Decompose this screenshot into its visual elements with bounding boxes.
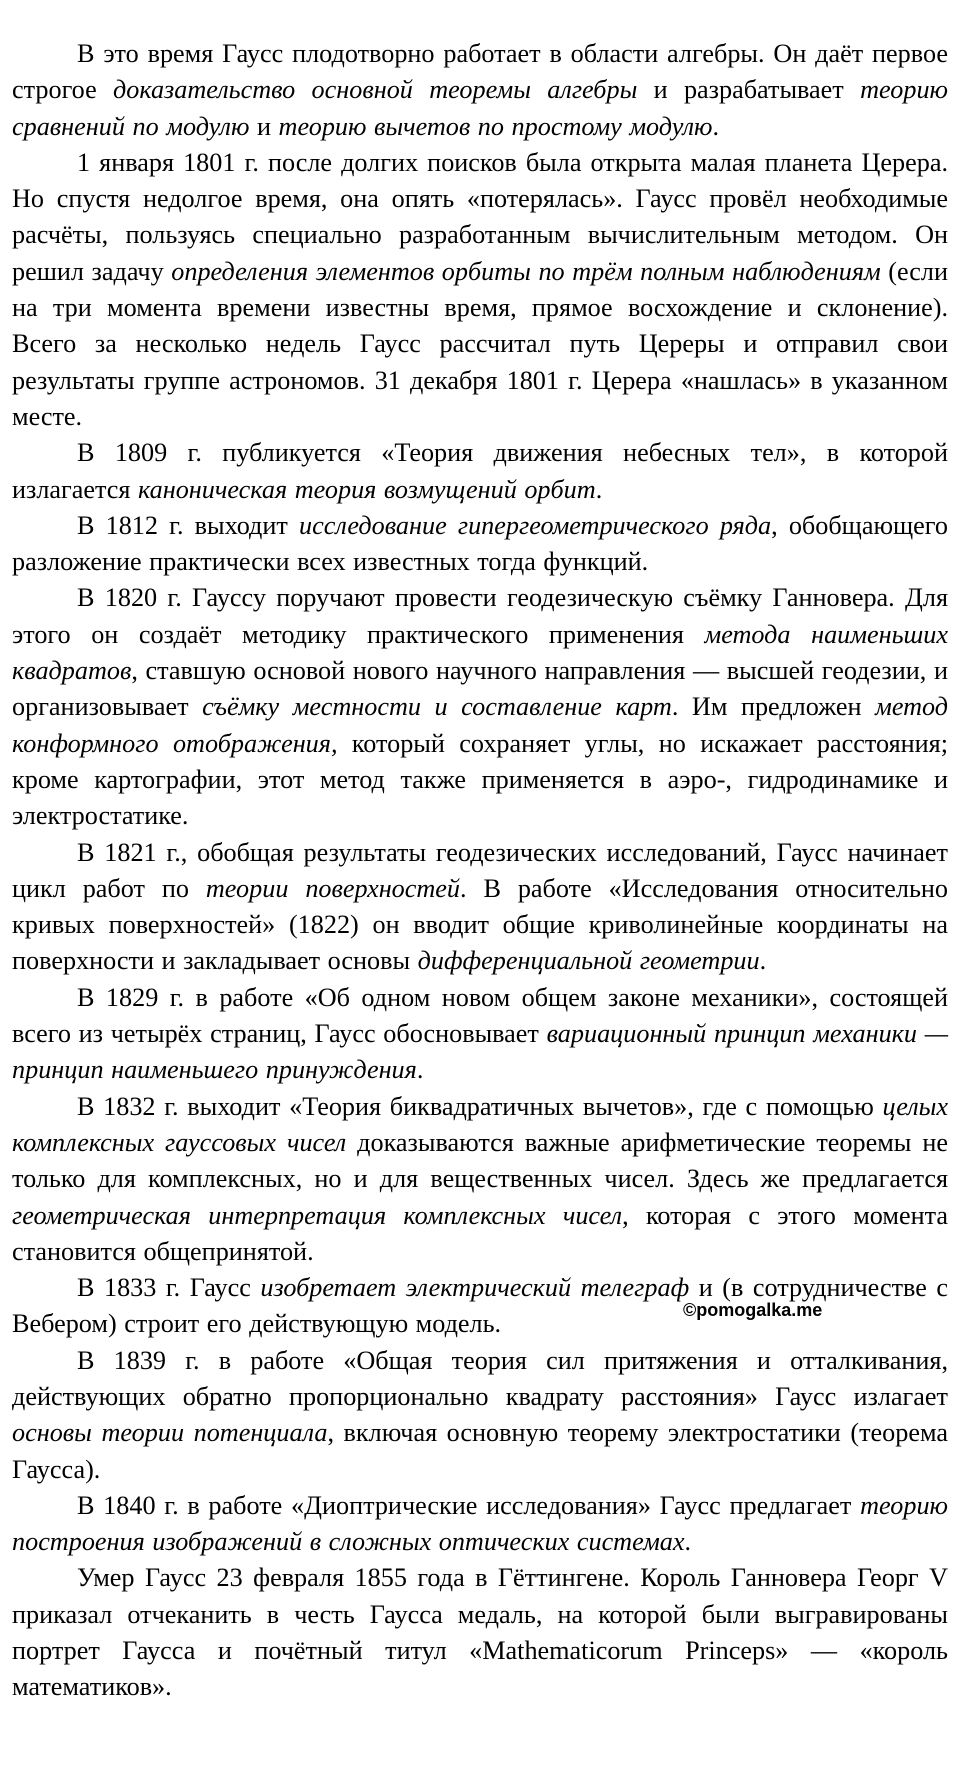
emphasized-term: каноническая теория возмущений орбит <box>138 474 596 504</box>
text-run: . В работе «Исследования относительно кривых поверхностей» (1822) он вводит общие криволинейные координаты на поверхности и закладывает основы <box>12 873 948 976</box>
text-run: доказываются важные арифметические теоремы не только для комплексных, но и для вещественных чисел. Здесь же предлагается <box>12 1127 948 1194</box>
text-run: , включая основную теорему электростатики (теорема Гаусса). <box>12 1418 948 1484</box>
text-run: В 1821 г., обобщая результаты геодезических исследований, Гаусс начинает цикл работ по <box>12 837 948 903</box>
text-run: В 1832 г. выходит «Теория биквадратичных вычетов», где с помощью <box>77 1091 883 1121</box>
text-run: . <box>595 474 603 504</box>
text-run: , которая с этого момента становится общепринятой. <box>12 1200 948 1266</box>
text-run: и <box>249 111 279 141</box>
text-run: В 1820 г. Гауссу поручают провести геодезическую съёмку Ганновера. Для этого он создаёт методику практического применения <box>12 583 948 649</box>
text-run: В 1809 г. публикуется «Теория движения небесных тел», в которой излагается <box>12 438 948 504</box>
emphasized-term: дифференциальной геометрии <box>417 946 760 976</box>
paragraph-1821 <box>12 835 948 980</box>
emphasized-term: определения элементов орбиты по трём полным наблюдениям <box>171 256 881 286</box>
text-run: 1 января 1801 г. после долгих поисков была открыта малая планета Церера. Но спустя недолгое время, она опять «потерялась». Гаусс провёл необходимые расчёты, пользуясь специально разработанным вычислительным методом. Он решил задачу <box>12 147 948 286</box>
paragraph-algebra <box>12 36 948 145</box>
emphasized-term: теорию вычетов по простому модулю <box>278 111 713 141</box>
emphasized-term: доказательство основной теоремы алгебры <box>113 75 638 105</box>
text-run: . Им предложен <box>671 692 876 722</box>
text-run: В 1840 г. в работе «Диоптрические исследования» Гаусс предлагает <box>77 1490 861 1520</box>
paragraph-ceres <box>12 145 948 435</box>
text-run: В 1812 г. выходит <box>77 510 299 540</box>
emphasized-term: изобретает электрический телеграф <box>260 1273 690 1303</box>
text-run: В 1829 г. в работе «Об одном новом общем законе механики», состоящей всего из четырёх страниц, Гаусс обосновывает <box>12 982 948 1049</box>
text-run: . <box>684 1527 692 1557</box>
emphasized-term: основы теории потенциала <box>12 1418 328 1448</box>
paragraph-1809 <box>12 435 948 508</box>
emphasized-term: геометрическая интерпретация комплексных чисел <box>12 1200 623 1230</box>
text-run: . <box>712 111 720 141</box>
text-run: который сохраняет углы, но искажает расстояния; кроме картографии, этот метод также применяется в аэро-, гидродинамике и электростатике. <box>12 728 948 831</box>
paragraph-1829 <box>12 980 948 1089</box>
text-run: , обобщающего разложение практически всех известных тогда функций. <box>12 510 948 577</box>
text-run: и разрабатывает <box>637 75 861 105</box>
text-run: (если на три момента времени известны время, прямое восхождение и склонение). Всего за несколько недель Гаусс рассчитал путь Цереры и отправил свои результаты группе астрономов. 31 декабря 1801 г. Церера «нашлась» в указанном месте. <box>12 256 949 431</box>
paragraph-1832 <box>12 1089 948 1270</box>
emphasized-term: метода наименьших квадратов <box>12 619 949 686</box>
text-run: и (в сотрудничестве с Вебером) строит его действующую модель. <box>12 1273 948 1339</box>
watermark-text: ©pomogalka.me <box>683 1300 823 1320</box>
emphasized-term: метод конформного отображения, <box>12 692 949 758</box>
text-run: В 1833 г. Гаусс <box>77 1273 261 1303</box>
text-run: , ставшую основой нового научного направления — высшей геодезии, и организовывает <box>12 656 948 722</box>
paragraph-1839 <box>12 1343 948 1488</box>
emphasized-term: целых комплексных гауссовых чисел <box>12 1091 948 1157</box>
text-run: . <box>416 1055 424 1085</box>
emphasized-term: съёмку местности и составление карт <box>202 692 672 722</box>
emphasized-term: теорию построения изображений в сложных оптических системах <box>12 1490 948 1557</box>
emphasized-term: исследование гипергеометрического ряда <box>298 510 772 540</box>
emphasized-term: вариационный принцип механики — принцип наименьшего принуждения <box>12 1019 948 1085</box>
paragraph-death <box>12 1560 948 1705</box>
text-run: В это время Гаусс плодотворно работает в области алгебры. Он даёт первое строгое <box>12 39 948 105</box>
emphasized-term: теорию сравнений по модулю <box>12 75 948 141</box>
paragraph-1840 <box>12 1488 948 1561</box>
emphasized-term: теории поверхностей <box>205 873 461 903</box>
paragraph-1812 <box>12 508 948 581</box>
paragraph-1820 <box>12 580 948 834</box>
text-run: . <box>759 946 767 976</box>
text-run: Умер Гаусс 23 февраля 1855 года в Гёттингене. Король Ганновера Георг V приказал отчеканить в честь Гаусса медаль, на которой были выгравированы портрет Гаусса и почётный титул «Mathematicorum Princeps» — «король математиков». <box>12 1563 948 1702</box>
text-run: В 1839 г. в работе «Общая теория сил притяжения и отталкивания, действующих обратно пропорционально квадрату расстояния» Гаусс излагает <box>12 1345 948 1411</box>
